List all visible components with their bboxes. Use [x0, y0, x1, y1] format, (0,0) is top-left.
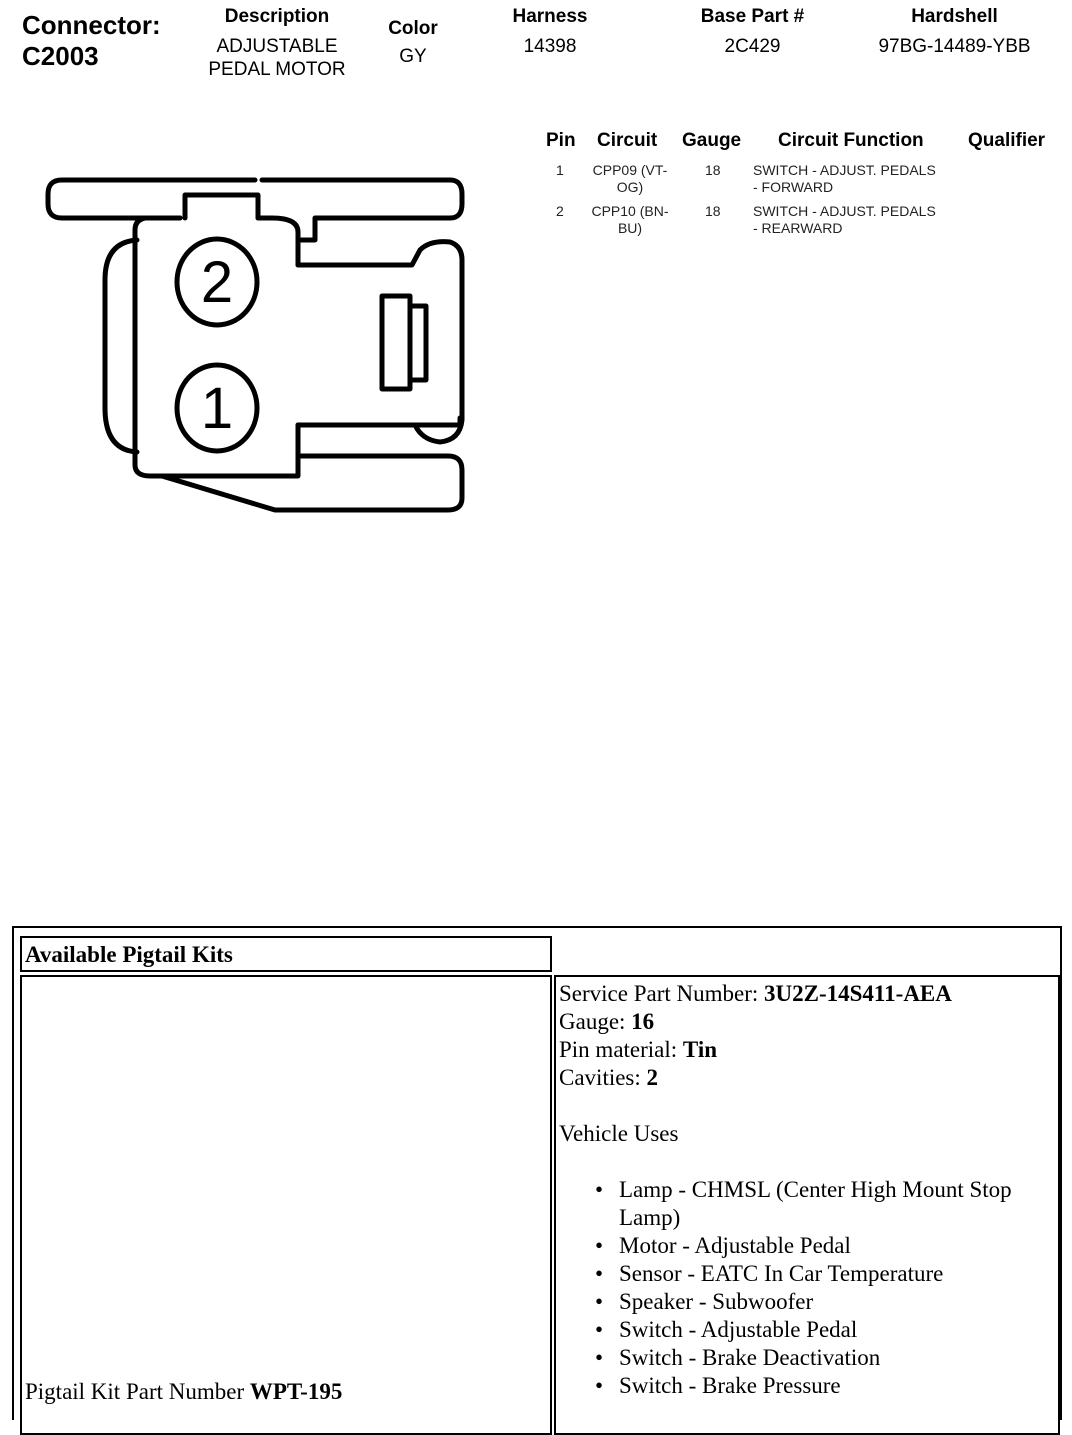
list-item: • Motor - Adjustable Pedal: [619, 1232, 1058, 1260]
pin-material-label: Pin material:: [559, 1037, 683, 1062]
harness-value: 14398: [523, 36, 577, 57]
function-line2: - FORWARD: [753, 179, 834, 195]
bottom-tab: [162, 456, 462, 510]
pigtail-kit-details: [554, 975, 1060, 1435]
pigtail-kit-value: WPT-195: [249, 1379, 343, 1404]
connector-title: [22, 10, 161, 72]
function-line2: - REARWARD: [753, 220, 843, 236]
connector-face-diagram: [40, 170, 470, 520]
connector-label: Connector:: [22, 10, 161, 40]
circuit-line2: BU): [617, 220, 643, 236]
pigtail-kits-section: [12, 926, 1062, 1420]
circuit-cell: [580, 162, 680, 196]
description-line2: PEDAL MOTOR: [208, 59, 346, 80]
list-item: • Switch - Adjustable Pedal: [619, 1316, 1058, 1344]
hardshell-value: 97BG-14489-YBB: [878, 36, 1031, 57]
description-column: [196, 6, 358, 81]
list-item: • Speaker - Subwoofer: [619, 1288, 1058, 1316]
color-heading: Color: [388, 18, 438, 39]
qualifier-column-header: Qualifier: [968, 130, 1046, 151]
base-part-column: [680, 6, 825, 58]
pigtail-kit-label: Pigtail Kit Part Number: [25, 1379, 250, 1404]
list-item: • Sensor - EATC In Car Temperature: [619, 1260, 1058, 1288]
vehicle-uses-title: Vehicle Uses: [559, 1121, 679, 1146]
housing-inner: [258, 218, 298, 265]
service-part-number-row: [559, 980, 1058, 1008]
latch-tab-top-left: [48, 180, 255, 218]
list-item: • Switch - Brake Pressure: [619, 1372, 1058, 1400]
pigtail-kits-title: Available Pigtail Kits: [20, 936, 552, 972]
latch-tab-top-right: [262, 180, 462, 240]
description-heading: Description: [224, 6, 330, 27]
description-line1: ADJUSTABLE: [216, 36, 338, 57]
left-rib: [105, 240, 137, 452]
cavities-label: Cavities:: [559, 1065, 647, 1090]
service-part-label: Service Part Number:: [559, 981, 765, 1006]
pin-material-value: Tin: [682, 1037, 718, 1062]
function-line1: SWITCH - ADJUST. PEDALS: [753, 162, 936, 178]
gauge-value: 16: [631, 1009, 655, 1034]
color-value: GY: [399, 46, 427, 67]
base-part-heading: Base Part #: [700, 6, 805, 27]
harness-column: [495, 6, 605, 58]
gauge-label: Gauge:: [559, 1009, 632, 1034]
pin-number: 1: [556, 162, 564, 178]
right-slot-inner: [410, 306, 426, 380]
circuit-line1: CPP09 (VT-: [592, 162, 668, 178]
connector-id: C2003: [22, 41, 99, 71]
base-part-value: 2C429: [724, 36, 781, 57]
function-line1: SWITCH - ADJUST. PEDALS: [753, 203, 936, 219]
vehicle-uses-list: [559, 1176, 1058, 1400]
service-part-value: 3U2Z-14S411-AEA: [764, 981, 952, 1006]
pin-column-header: Pin: [546, 130, 576, 151]
pigtail-kit-image-cell: [20, 975, 552, 1435]
gauge-row: [559, 1008, 1058, 1036]
top-block: [185, 195, 258, 218]
circuit-line1: CPP10 (BN-: [591, 203, 669, 219]
harness-heading: Harness: [512, 6, 588, 27]
pin-1-label: 1: [200, 376, 234, 441]
cavities-row: [559, 1064, 1058, 1092]
cavities-value: 2: [646, 1065, 659, 1090]
right-slot: [382, 296, 410, 389]
pin-material-row: [559, 1036, 1058, 1064]
pin-2-label: 2: [200, 250, 234, 315]
list-item: • Switch - Brake Deactivation: [619, 1344, 1058, 1372]
function-cell: [753, 203, 936, 237]
pin-number: 2: [556, 203, 564, 219]
list-item: • Lamp - CHMSL (Center High Mount Stop Lamp): [619, 1176, 1058, 1232]
gauge-column-header: Gauge: [682, 130, 742, 151]
gauge-cell: 18: [705, 203, 721, 219]
circuit-column-header: Circuit: [597, 130, 658, 151]
color-column: [378, 18, 448, 68]
hardshell-heading: Hardshell: [911, 6, 998, 27]
hardshell-column: [862, 6, 1047, 58]
gauge-cell: 18: [705, 162, 721, 178]
circuit-cell: [580, 203, 680, 237]
function-cell: [753, 162, 936, 196]
circuit-line2: OG): [616, 179, 644, 195]
pigtail-kit-part-number: [25, 1379, 342, 1405]
circuit-function-column-header: Circuit Function: [778, 130, 924, 151]
